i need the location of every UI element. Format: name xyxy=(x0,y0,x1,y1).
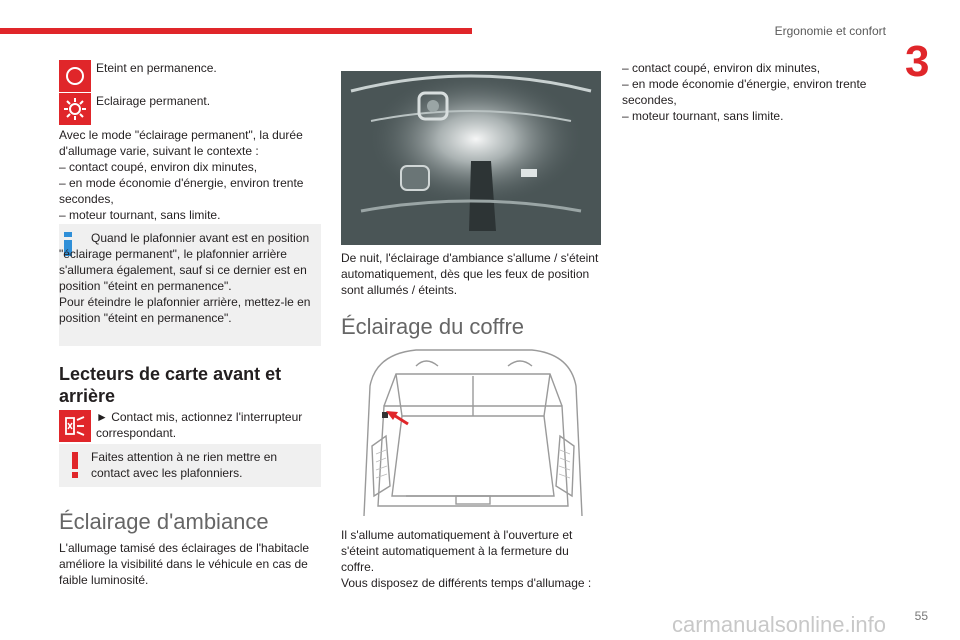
list-item: – en mode économie d'énergie, environ trente secondes, xyxy=(622,77,867,107)
light-off-icon xyxy=(59,60,91,92)
section-title: Ergonomie et confort xyxy=(774,24,886,38)
ambiance-photo xyxy=(341,71,601,245)
para-duration-text: Avec le mode "éclairage permanent", la durée d'allumage varie, suivant le contexte : xyxy=(59,128,303,158)
info-note xyxy=(59,224,321,346)
info-note-text xyxy=(59,230,315,326)
item-off-label: Eteint en permanence. xyxy=(96,61,217,75)
warning-text: Faites attention à ne rien mettre en contact avec les plafonniers. xyxy=(91,450,278,480)
col3-list xyxy=(622,60,884,124)
header-accent-bar xyxy=(0,28,472,34)
heading-coffre: Éclairage du coffre xyxy=(341,314,525,339)
list-item: – moteur tournant, sans limite. xyxy=(622,109,784,123)
heading-map-readers: Lecteurs de carte avant et arrière xyxy=(59,364,282,406)
warning-note xyxy=(59,444,321,487)
page-number: 55 xyxy=(914,609,928,623)
light-on-icon xyxy=(59,93,91,125)
item-on-label: Eclairage permanent. xyxy=(96,94,211,108)
photo-caption: De nuit, l'éclairage d'ambiance s'allume / s'éteint automatiquement, dès que les feux de position sont allumés / éteints. xyxy=(341,251,599,297)
para-duration xyxy=(59,127,321,223)
map-reader-icon xyxy=(59,410,91,442)
chapter-number: 3 xyxy=(905,37,930,86)
list-item: – contact coupé, environ dix minutes, xyxy=(59,160,258,174)
watermark: carmanualsonline.info xyxy=(672,612,887,637)
list-item: – contact coupé, environ dix minutes, xyxy=(622,61,821,75)
warning-icon xyxy=(71,452,79,483)
coffre-text xyxy=(341,527,603,591)
ambiance-text: L'allumage tamisé des éclairages de l'habitacle améliore la visibilité dans le véhicule en cas de faible luminosité. xyxy=(59,541,310,587)
coffre-text-p1: Il s'allume automatiquement à l'ouverture et s'éteint automatiquement à la fermeture du coffre. xyxy=(341,528,573,574)
list-item: – moteur tournant, sans limite. xyxy=(59,208,221,222)
info-note-p1: Quand le plafonnier avant est en position "éclairage permanent", le plafonnier arrière s'allumera également, sauf si ce dernier est en position "éteint en permanence". xyxy=(59,231,310,293)
readers-step-text: ► Contact mis, actionnez l'interrupteur correspondant. xyxy=(96,410,303,440)
list-item: – en mode économie d'énergie, environ trente secondes, xyxy=(59,176,304,206)
trunk-illustration xyxy=(356,346,590,524)
heading-ambiance: Éclairage d'ambiance xyxy=(59,509,269,534)
coffre-text-p2: Vous disposez de différents temps d'allumage : xyxy=(341,576,592,590)
info-note-p2: Pour éteindre le plafonnier arrière, mettez-le en position "éteint en permanence". xyxy=(59,295,311,325)
